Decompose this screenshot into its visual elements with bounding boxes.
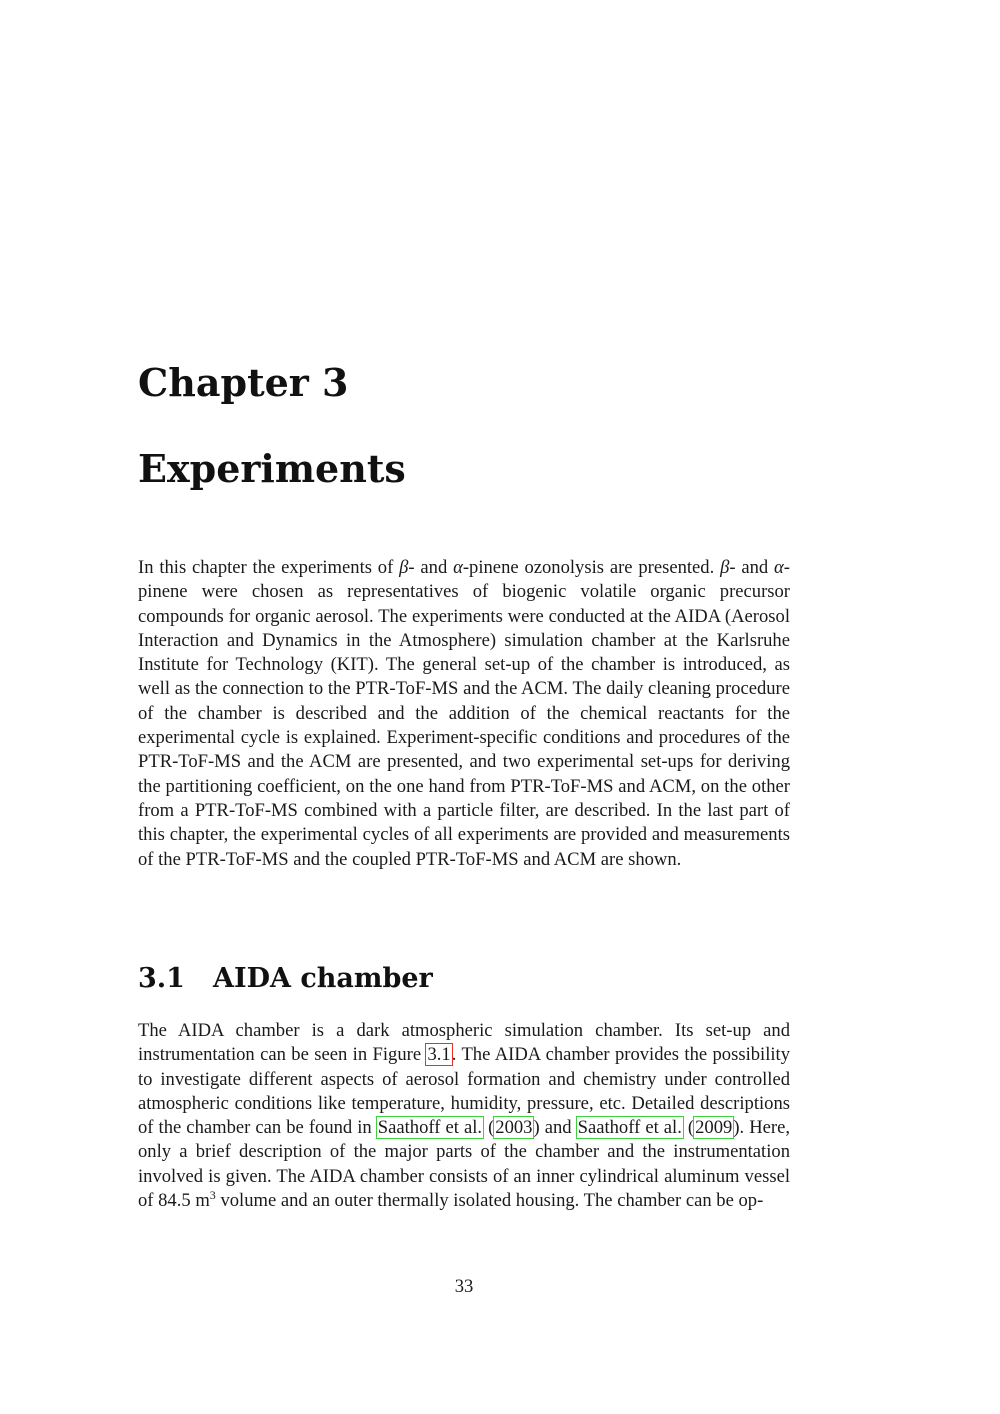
section-number: 3.1 [138, 963, 185, 994]
alpha-symbol: α [453, 557, 463, 578]
section-heading [138, 961, 433, 997]
chapter-label: Chapter 3 [138, 360, 349, 405]
figure-ref-link[interactable]: 3.1 [427, 1044, 451, 1066]
section-text: . Here, only a brief description of the major parts of the chamber and the instrumentation involved is given. The AIDA chamber consists of an inner cylindrical aluminum vessel of 84.5 m [138, 1117, 790, 1212]
intro-text: -pinene were chosen as representatives of biogenic volatile organic precursor compounds for organic aerosol. The experiments were conducted at the AIDA (Aerosol Interaction and Dynamics in the Atmosphere) simulation chamber at the Karlsruhe Institute for Technology (KIT). The general set-up of the chamber is introduced, as well as the connection to the PTR-ToF-MS and the ACM. The daily cleaning procedure of the chamber is described and the addition of the chemical reactants for the experimental cycle is explained. Experiment-specific conditions and procedures of the PTR-ToF-MS and the ACM are presented, and two experimental set-ups for deriving the partitioning coefficient, on the one hand from PTR-ToF-MS and ACM, on the other from a PTR-ToF-MS combined with a particle filter, are described. In the last part of this chapter, the experimental cycles of all experiments are provided and measurements of the PTR-ToF-MS and the coupled PTR-ToF-MS and ACM are shown. [138, 557, 790, 870]
intro-text: - and [408, 557, 454, 578]
section-text: . The AIDA chamber provides the possibility to investigate different aspects of aerosol formation and chemistry under controlled atmospheric conditions like temperature, humidity, pressure, etc. Detailed descriptions of the chamber can be found in [138, 1044, 790, 1139]
section-text: volume and an outer thermally isolated housing. The chamber can be op- [215, 1190, 764, 1212]
beta-symbol: β [720, 557, 730, 578]
citation-author-link[interactable]: Saathoff et al. [577, 1117, 682, 1139]
section-text: and [539, 1117, 577, 1139]
section-paragraph [138, 1019, 790, 1213]
citation-author-link[interactable]: Saathoff et al. [377, 1117, 483, 1139]
intro-text: -pinene ozonolysis are presented. [462, 557, 721, 578]
section-text: The AIDA chamber is a dark atmospheric simulation chamber. Its set-up and instrumentation can be seen in Figure [138, 1020, 790, 1066]
citation-paren: ( [682, 1117, 695, 1139]
citation-paren: ) [733, 1117, 740, 1139]
citation-year-link[interactable]: 2009 [695, 1117, 733, 1139]
citation-paren: ) [533, 1117, 540, 1139]
section-title: AIDA chamber [213, 963, 433, 994]
intro-text: In this chapter the experiments of [138, 557, 400, 578]
superscript: 3 [209, 1187, 216, 1202]
citation-paren: ( [483, 1117, 495, 1139]
alpha-symbol: α [774, 557, 784, 578]
citation-year-link[interactable]: 2003 [495, 1117, 533, 1139]
intro-paragraph [138, 556, 790, 872]
beta-symbol: β [399, 557, 409, 578]
page-number: 33 [454, 1276, 474, 1297]
chapter-title: Experiments [138, 446, 406, 491]
intro-text: - and [729, 557, 775, 578]
